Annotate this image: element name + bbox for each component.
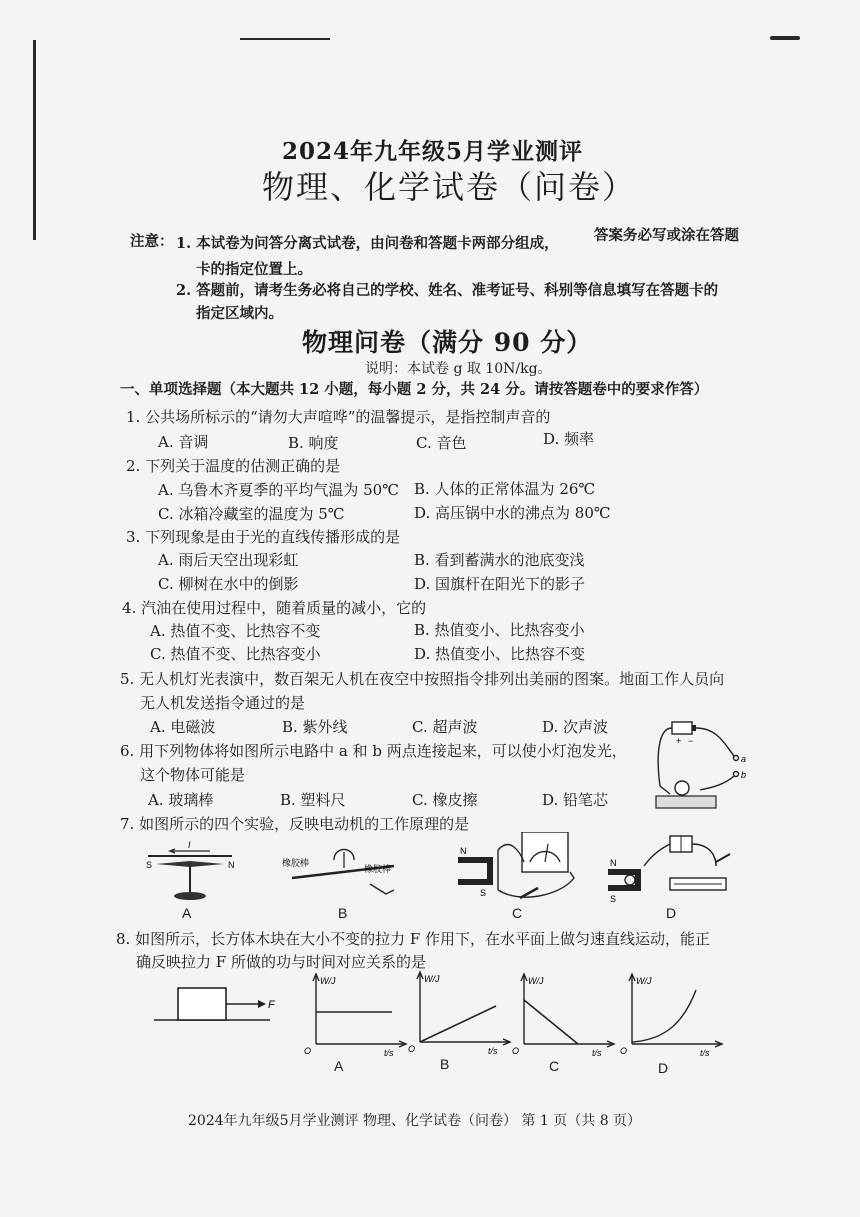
wood-block <box>178 988 226 1020</box>
notice-label: 注意： <box>130 233 174 250</box>
force-label: F <box>268 999 275 1011</box>
question-2-option-a: A. 乌鲁木齐夏季的平均气温为 50℃ <box>158 481 400 499</box>
question-4-option-b: B. 热值变小、比热容变小 <box>414 621 585 639</box>
rod-1-label: 橡胶棒 <box>282 858 310 868</box>
experiment-a-figure <box>140 838 240 906</box>
question-8-stem: 8. 如图所示，长方体木块在大小不变的拉力 F 作用下，在水平面上做匀速直线运动，能正 <box>116 930 711 948</box>
question-1-option-b: B. 响度 <box>288 434 339 452</box>
section-heading: 一、单项选择题（本大题共 12 小题，每小题 2 分，共 24 分。请按答题卷中的要求作答） <box>120 381 709 398</box>
notice-item-1-tail: 答案务必写或涂在答题 <box>594 227 739 244</box>
terminal-a <box>734 756 739 761</box>
question-5-option-a: A. 电磁波 <box>150 718 216 736</box>
question-6-option-c: C. 橡皮擦 <box>412 791 478 809</box>
notice-item-2: 2. 答题前，请考生务必将自己的学校、姓名、准考证号、科别等信息填写在答题卡的 <box>176 282 719 299</box>
graph-d-curve <box>632 990 696 1042</box>
question-1-stem: 1. 公共场所标示的“请勿大声喧哗”的温馨提示，是指控制声音的 <box>126 408 551 426</box>
question-8-label-d: D <box>658 1060 669 1076</box>
graph-a-origin: O <box>304 1046 312 1056</box>
question-5-stem-cont: 无人机发送指令通过的是 <box>140 694 306 712</box>
question-5-stem: 5. 无人机灯光表演中，数百架无人机在夜空中按照指令排列出美丽的图案。地面工作人员向 <box>120 670 725 688</box>
question-6-option-a: A. 玻璃棒 <box>148 791 214 809</box>
question-4-stem: 4. 汽油在使用过程中，随着质量的减小，它的 <box>122 599 427 617</box>
graph-c-origin: O <box>512 1046 520 1056</box>
block-force-figure <box>150 982 290 1042</box>
question-1-option-d: D. 频率 <box>543 430 595 448</box>
question-5-option-b: B. 紫外线 <box>282 718 348 736</box>
graph-b-xlabel: t/s <box>488 1046 498 1054</box>
question-5-option-c: C. 超声波 <box>412 718 478 736</box>
physics-note: 说明：本试卷 g 取 10N/kg。 <box>365 361 552 377</box>
question-6-stem: 6. 用下列物体将如图所示电路中 a 和 b 两点连接起来，可以使小灯泡发光， <box>120 742 627 760</box>
notice-item-1-cont: 卡的指定位置上。 <box>196 261 312 278</box>
motor-n-label: N <box>610 858 617 868</box>
exam-subtitle: 物理、化学试卷（问卷） <box>262 168 637 206</box>
battery-icon <box>672 722 692 734</box>
graph-c-line <box>524 1000 578 1044</box>
experiment-b-figure <box>282 838 402 906</box>
graph-c-xlabel: t/s <box>592 1048 602 1056</box>
experiment-d-figure <box>604 832 744 906</box>
question-6-stem-cont: 这个物体可能是 <box>140 766 246 784</box>
scan-top-mark <box>240 38 330 40</box>
question-8-label-b: B <box>440 1056 450 1072</box>
battery-plus-label: + <box>676 736 682 746</box>
needle-s-label: S <box>146 860 153 870</box>
graph-c <box>508 972 618 1056</box>
question-4-option-d: D. 热值变小、比热容不变 <box>414 645 586 663</box>
question-6-option-d: D. 铅笔芯 <box>542 791 609 809</box>
question-3-option-a: A. 雨后天空出现彩虹 <box>158 551 299 569</box>
question-3-option-c: C. 柳树在水中的倒影 <box>158 575 299 593</box>
question-1-option-c: C. 音色 <box>416 434 467 452</box>
question-6-option-b: B. 塑料尺 <box>280 791 346 809</box>
page-footer: 2024年九年级5月学业测评 物理、化学试卷（问卷） 第 1 页（共 8 页） <box>188 1113 642 1129</box>
terminal-b <box>734 772 739 777</box>
battery-minus-label: − <box>688 736 694 746</box>
circuit-figure <box>648 716 748 820</box>
graph-d-xlabel: t/s <box>700 1048 710 1056</box>
graph-b <box>404 970 514 1054</box>
question-7-label-a: A <box>182 905 192 921</box>
question-2-stem: 2. 下列关于温度的估测正确的是 <box>126 457 341 475</box>
current-label: I <box>188 840 191 850</box>
graph-b-line <box>420 1006 496 1042</box>
question-7-label-b: B <box>338 905 348 921</box>
physics-title: 物理问卷（满分 90 分） <box>302 328 593 357</box>
graph-a <box>300 972 410 1056</box>
graph-d-origin: O <box>620 1046 628 1056</box>
needle-n-label: N <box>228 860 235 870</box>
exam-title: 2024年九年级5月学业测评 <box>282 138 584 165</box>
question-4-option-a: A. 热值不变、比热容不变 <box>150 622 321 640</box>
question-2-option-b: B. 人体的正常体温为 26℃ <box>414 480 596 498</box>
graph-d-ylabel: W/J <box>636 976 652 986</box>
motor-s-label: S <box>610 894 617 904</box>
question-7-stem: 7. 如图所示的四个实验，反映电动机的工作原理的是 <box>120 815 470 833</box>
lamp-base-icon <box>656 796 716 808</box>
question-1-option-a: A. 音调 <box>158 433 209 451</box>
magnet-s-label: S <box>480 888 487 898</box>
question-5-option-d: D. 次声波 <box>542 718 609 736</box>
notice-item-2-cont: 指定区域内。 <box>196 305 283 322</box>
graph-d <box>616 972 726 1056</box>
scan-edge-line <box>33 40 36 240</box>
question-8-label-a: A <box>334 1058 344 1074</box>
scan-corner-mark <box>770 36 800 40</box>
graph-b-ylabel: W/J <box>424 974 440 984</box>
question-2-option-d: D. 高压锅中水的沸点为 80℃ <box>414 504 611 522</box>
question-2-option-c: C. 冰箱冷藏室的温度为 5℃ <box>158 505 345 523</box>
terminal-b-label: b <box>741 770 747 780</box>
rod-2-label: 橡胶棒 <box>364 864 392 874</box>
bulb-icon <box>675 781 689 795</box>
question-4-option-c: C. 热值不变、比热容变小 <box>150 645 321 663</box>
graph-a-ylabel: W/J <box>320 976 336 986</box>
graph-b-origin: O <box>408 1044 416 1054</box>
question-8-stem-cont: 确反映拉力 F 所做的功与时间对应关系的是 <box>136 953 426 971</box>
question-3-option-b: B. 看到蓄满水的池底变浅 <box>414 551 585 569</box>
question-3-stem: 3. 下列现象是由于光的直线传播形成的是 <box>126 528 401 546</box>
question-3-option-d: D. 国旗杆在阳光下的影子 <box>414 575 586 593</box>
question-7-label-c: C <box>512 905 523 921</box>
question-7-label-d: D <box>666 905 677 921</box>
experiment-c-figure <box>450 832 590 906</box>
graph-c-ylabel: W/J <box>528 976 544 986</box>
graph-a-xlabel: t/s <box>384 1048 394 1056</box>
notice-item-1: 1. 本试卷为问答分离式试卷，由问卷和答题卡两部分组成， <box>176 235 559 252</box>
question-8-label-c: C <box>549 1058 560 1074</box>
motor-magnet-icon <box>608 872 638 888</box>
terminal-a-label: a <box>741 754 747 764</box>
magnet-n-label: N <box>460 846 467 856</box>
